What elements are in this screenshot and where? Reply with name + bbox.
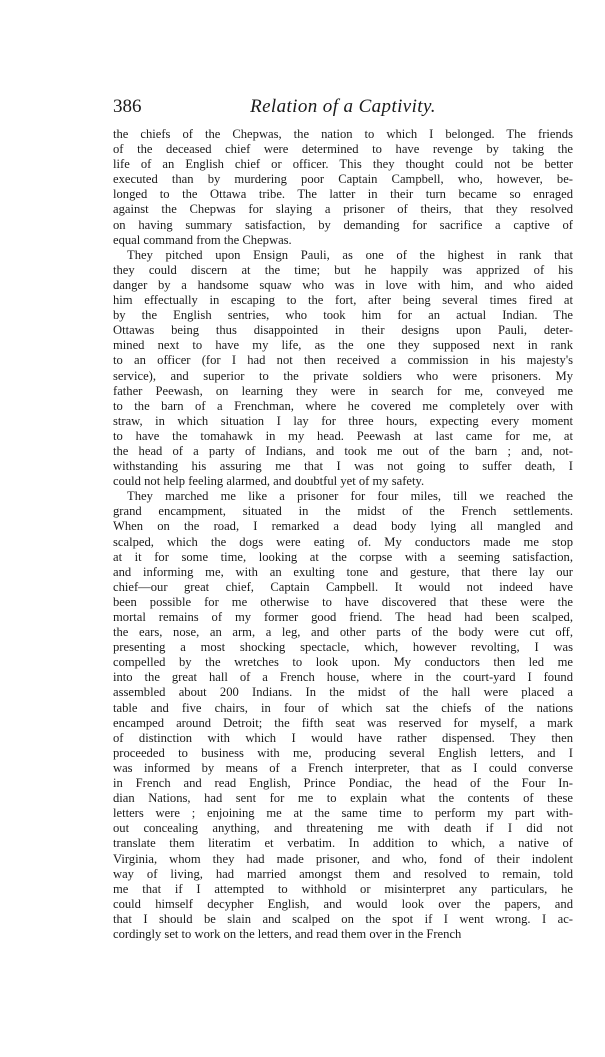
text-line: on having summary satisfaction, by demanding for sacrifice a captive of — [113, 217, 573, 232]
text-line: the head of a party of Indians, and took me out of the barn ; and, not- — [113, 443, 573, 458]
text-line: chief—our great chief, Captain Campbell. It would not indeed have — [113, 579, 573, 594]
text-line: was informed by means of a French interpreter, that as I could converse — [113, 760, 573, 775]
text-line: me that if I attempted to withhold or misinterpret any particulars, he — [113, 881, 573, 896]
paragraph — [113, 248, 573, 490]
text-line: that I should be slain and scalped on the spot if I went wrong. I ac- — [113, 911, 573, 926]
text-line: could himself decypher English, and would look over the papers, and — [113, 896, 573, 911]
text-line: by the English sentries, who took him for an actual Indian. The — [113, 308, 573, 323]
text-line: out concealing anything, and threatening me with death if I did not — [113, 821, 573, 836]
text-line: When on the road, I remarked a dead body lying all mangled and — [113, 519, 573, 534]
text-line: life of an English chief or officer. This they thought could not be better — [113, 157, 573, 172]
body-text — [113, 127, 573, 942]
text-line: the ears, nose, an arm, a leg, and other parts of the body were cut off, — [113, 625, 573, 640]
text-line: encamped around Detroit; the fifth seat was reserved for myself, a mark — [113, 715, 573, 730]
text-line: dian Nations, had sent for me to explain what the contents of these — [113, 791, 573, 806]
text-line: and informing me, with an exulting tone and gesture, that there lay our — [113, 564, 573, 579]
text-line: of distinction with which I would have rather dispensed. They then — [113, 730, 573, 745]
text-line: longed to the Ottawa tribe. The latter in their turn became so enraged — [113, 187, 573, 202]
running-title: Relation of a Captivity. — [250, 96, 436, 117]
paragraph — [113, 489, 573, 942]
text-line: against the Chepwas for slaying a prisoner of theirs, that they resolved — [113, 202, 573, 217]
text-line: withstanding his assuring me that I was not going to suffer death, I — [113, 459, 573, 474]
text-line: straw, in which situation I lay for three hours, expecting every moment — [113, 413, 573, 428]
page-number: 386 — [113, 96, 142, 117]
text-line: mined next to have my life, as the one they supposed next in rank — [113, 338, 573, 353]
text-line: to have the tomahawk in my head. Peewash at last came for me, at — [113, 428, 573, 443]
text-line: letters were ; enjoining me at the same time to perform my part with- — [113, 806, 573, 821]
text-line: to an officer (for I had not then received a commission in his majesty's — [113, 353, 573, 368]
text-line: they could discern at the time; but he happily was apprized of his — [113, 262, 573, 277]
text-line: grand encampment, situated in the midst of the French settlements. — [113, 504, 573, 519]
text-line: presenting a most shocking spectacle, which, however revolting, I was — [113, 640, 573, 655]
text-line: Virginia, whom they had made prisoner, and who, fond of their indolent — [113, 851, 573, 866]
text-line: They pitched upon Ensign Pauli, as one of the highest in rank that — [127, 247, 573, 262]
text-line: service), and superior to the private soldiers who were prisoners. My — [113, 368, 573, 383]
text-line: They marched me like a prisoner for four miles, till we reached the — [127, 489, 573, 504]
text-line: the chiefs of the Chepwas, the nation to which I belonged. The friends — [113, 127, 573, 141]
text-line: table and five chairs, in four of which sat the chiefs of the nations — [113, 700, 573, 715]
text-line: danger by a handsome squaw who was in love with him, and who aided — [113, 277, 573, 292]
text-line: been possible for me otherwise to have discovered that these were the — [113, 594, 573, 609]
text-line: compelled by the wretches to look upon. My conductors then led me — [113, 655, 573, 670]
text-line: equal command from the Chepwas. — [113, 232, 292, 247]
text-line: mortal remains of my former good friend. The head had been scalped, — [113, 610, 573, 624]
text-line: into the great hall of a French house, where in the court-yard I found — [113, 670, 573, 685]
text-line: to the barn of a Frenchman, where he covered me completely over with — [113, 398, 573, 413]
text-line: at it for some time, looking at the corpse with a seeming satisfaction, — [113, 549, 573, 564]
text-line: executed than by murdering poor Captain Campbell, who, however, be- — [113, 172, 573, 187]
text-line: in French and read English, Prince Pondiac, the head of the Four In- — [113, 776, 573, 791]
text-line: cordingly set to work on the letters, and read them over in the French — [113, 926, 462, 941]
page-header — [113, 96, 573, 122]
text-line: could not help feeling alarmed, and doubtful yet of my safety. — [113, 474, 425, 489]
text-line: translate them literatim et verbatim. In addition to which, a native of — [113, 836, 573, 851]
paragraph — [113, 127, 573, 248]
text-line: proceeded to business with me, producing several English letters, and I — [113, 745, 573, 760]
text-line: Ottawas being thus disappointed in their designs upon Pauli, deter- — [113, 323, 573, 338]
text-line: of the deceased chief were determined to have revenge by taking the — [113, 142, 573, 157]
text-line: way of living, had married amongst them and resolved to remain, told — [113, 866, 573, 881]
text-line: him effectually in escaping to the fort, after being several times fired at — [113, 293, 573, 308]
text-line: father Peewash, on learning they were in search for me, conveyed me — [113, 383, 573, 398]
text-line: assembled about 200 Indians. In the midst of the hall were placed a — [113, 685, 573, 700]
text-line: scalped, which the dogs were eating of. My conductors made me stop — [113, 534, 573, 549]
